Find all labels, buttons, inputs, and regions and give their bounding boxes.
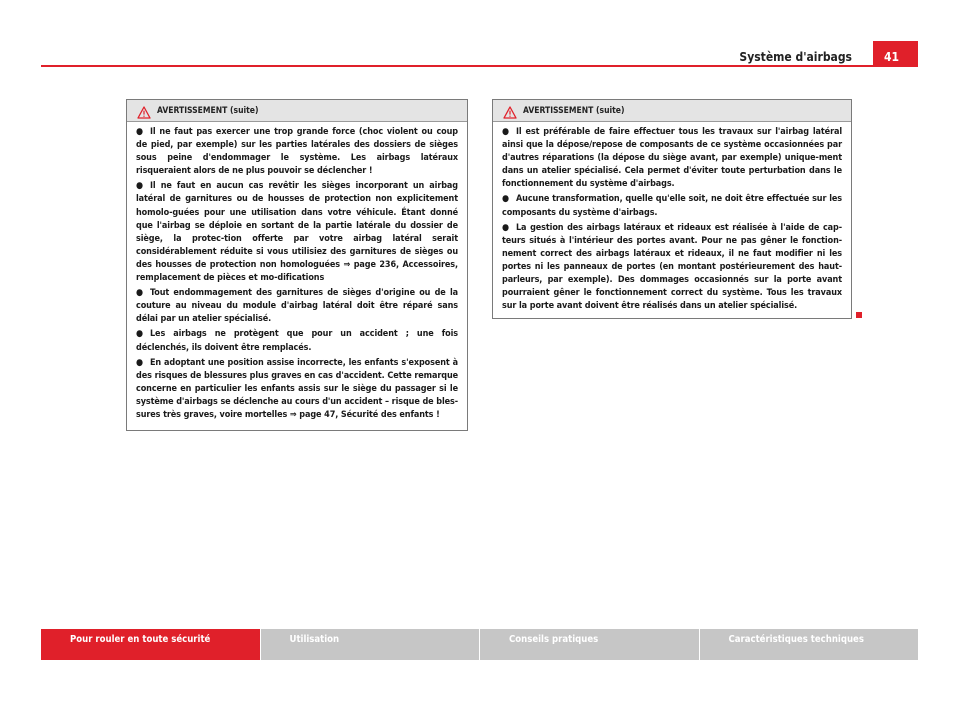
warning-paragraph	[136, 287, 458, 326]
paragraph-text: Il ne faut en aucun cas revêtir les sièges incorporant un airbag latéral de garnitures ou de housses de protection non explicitement homolo-guées pour une utilisation dans votre véhicule. Étant donné que l'airbag se déploie en sortant de la partie latérale du dossier de siège, la protec-tion offerte par votre airbag latéral serait considérablement réduite si vous utilisiez des garnitures de sièges ou des housses de protection non homologuées ⇒ page 236, Accessoires, remplacement de pièces et mo-difications	[136, 181, 458, 284]
running-header-title: Système d'airbags	[739, 50, 852, 64]
paragraph-text: Tout endommagement des garnitures de sièges d'origine ou de la couture au niveau du module d'airbag latéral doit être réparé sans délai par un atelier spécialisé.	[136, 288, 458, 325]
footer-tab-practical-tips[interactable]: Conseils pratiques	[480, 629, 699, 660]
page-number-badge: 41	[873, 41, 918, 65]
paragraph-text: Les airbags ne protègent que pour un accident ; une fois déclenchés, ils doivent être remplacés.	[136, 329, 458, 353]
warning-triangle-icon	[503, 104, 517, 117]
bullet: ●	[136, 127, 143, 137]
bullet: ●	[136, 288, 143, 299]
footer-tab-operation[interactable]: Utilisation	[261, 629, 480, 660]
warning-box-left	[126, 99, 468, 431]
warning-paragraph	[502, 193, 842, 219]
bullet: ●	[136, 357, 143, 368]
paragraph-text: En adoptant une position assise incorrecte, les enfants s'exposent à des risques de blessures plus graves en cas d'accident. Cette remarque concerne en particulier les enfants assis sur le siège du passager si le système d'airbags se déclenche au cours d'un accident – risque de bles-sures très graves, voire mortelles ⇒ page 47, Sécurité des enfants !	[136, 357, 458, 420]
footer-tab-technical-data[interactable]: Caractéristiques techniques	[700, 629, 919, 660]
end-of-section-square-icon	[856, 312, 862, 318]
warning-box-header	[493, 100, 851, 122]
header-rule	[41, 65, 918, 67]
warning-paragraph	[136, 126, 458, 178]
warning-paragraph	[502, 222, 842, 314]
bullet: ●	[136, 329, 143, 340]
warning-box-header	[127, 100, 467, 122]
warning-paragraph	[502, 126, 842, 191]
warning-triangle-icon	[137, 104, 151, 117]
warning-paragraph	[136, 180, 458, 285]
warning-paragraph	[136, 328, 458, 354]
bullet: ●	[502, 127, 509, 137]
warning-box-right	[492, 99, 852, 319]
paragraph-text: La gestion des airbags latéraux et rideaux est réalisée à l'aide de cap-teurs situés à l'intérieur des portes avant. Pour ne pas gêner le fonction-nement correct des airbags latéraux et rideaux, il ne faut modifier ni les portes ni les panneaux de portes (en montant postérieurement des haut-parleurs, par exemple). Des dommages occasionnés sur la porte avant pourraient gêner le fonctionnement correct du système. Tous les travaux sur la porte avant doivent être réalisés dans un atelier spécialisé.	[502, 222, 842, 312]
warning-body	[493, 122, 851, 313]
footer-tab-safety[interactable]: Pour rouler en toute sécurité	[41, 629, 260, 660]
bullet: ●	[502, 222, 509, 233]
paragraph-text: Aucune transformation, quelle qu'elle soit, ne doit être effectuée sur les composants du système d'airbags.	[502, 194, 842, 218]
warning-title: AVERTISSEMENT (suite)	[523, 105, 625, 116]
paragraph-text: Il est préférable de faire effectuer tous les travaux sur l'airbag latéral ainsi que la dépose/repose de composants de ce système occasionnées par d'autres réparations (la dépose du siège avant, par exemple) unique-ment dans un atelier spécialisé. Cela permet d'éviter toute perturbation dans le fonctionnement du système d'airbags.	[502, 127, 842, 190]
warning-paragraph	[136, 357, 458, 422]
warning-title: AVERTISSEMENT (suite)	[157, 105, 259, 116]
paragraph-text: Il ne faut pas exercer une trop grande force (choc violent ou coup de pied, par exemple) sur les parties latérales des dossiers de sièges sous peine d'endommager le système. Les airbags latéraux risqueraient alors de ne plus pouvoir se déclencher !	[136, 127, 458, 177]
bullet: ●	[136, 181, 143, 192]
bullet: ●	[502, 194, 509, 205]
warning-body	[127, 122, 467, 422]
footer-nav	[41, 629, 918, 660]
